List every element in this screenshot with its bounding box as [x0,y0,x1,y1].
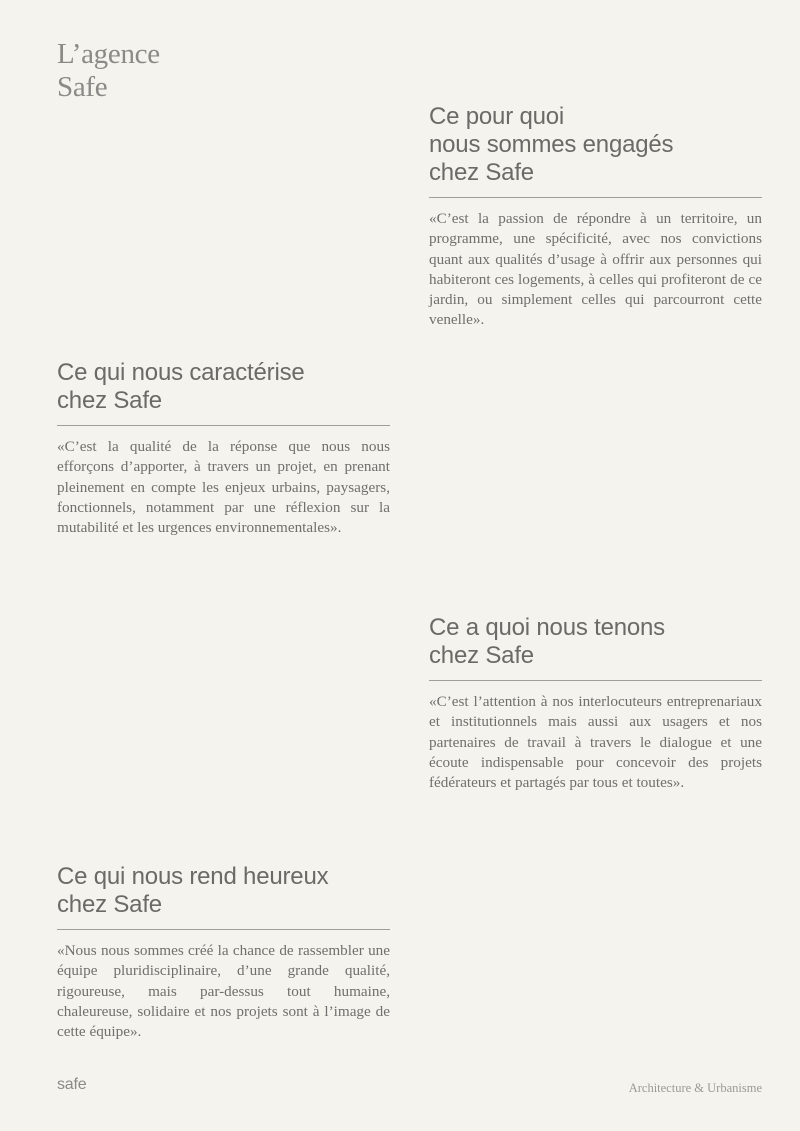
heading-line: chez Safe [57,387,162,414]
section-tenons [429,614,762,793]
heading-line: chez Safe [429,642,534,669]
section-quote: «Nous nous sommes créé la chance de rassembler une équipe pluridisciplinaire, d’une grande qualité, rigoureuse, mais par-dessus tout humaine, chaleureuse, solidaire et nos projets sont à l’image de cette équipe». [57,942,390,1041]
section-quote: «C’est la qualité de la réponse que nous nous efforçons d’apporter, à travers un projet, en prenant pleinement en compte les enjeux urbains, paysagers, fonctionnels, notamment par une réflexion sur la mutabilité et les urgences environnementales». [57,438,390,537]
section-engagement [429,103,762,331]
footer-tagline: Architecture & Urbanisme [628,1081,762,1095]
heading-line: Ce a quoi nous tenons [429,614,665,641]
section-heading [429,103,762,187]
heading-line: chez Safe [429,159,534,186]
agency-title-line1: L’agence [57,38,160,70]
footer-logo: safe [57,1076,87,1093]
section-divider [57,425,390,426]
section-heading [57,359,390,415]
heading-line: Ce qui nous caractérise [57,359,305,386]
section-heureux [57,863,390,1042]
section-divider [429,197,762,198]
agency-title [57,38,160,104]
section-divider [429,680,762,681]
heading-line: nous sommes engagés [429,131,674,158]
section-divider [57,929,390,930]
section-heading [57,863,390,919]
heading-line: chez Safe [57,891,162,918]
section-quote: «C’est l’attention à nos interlocuteurs entreprenariaux et institutionnels mais aussi aux usagers et nos partenaires de travail à travers le dialogue et une écoute indispensable pour concevoir des projets fédérateurs et partagés par tous et toutes». [429,693,762,792]
agency-title-line2: Safe [57,71,108,103]
section-quote: «C’est la passion de répondre à un territoire, un programme, une spécificité, avec nos convictions quant aux qualités d’usage à offrir aux personnes qui habiteront ces logements, à celles qui profiteront de ce jardin, ou simplement celles qui parcourront cette venelle». [429,210,762,329]
section-heading [429,614,762,670]
section-caracterise [57,359,390,538]
heading-line: Ce pour quoi [429,103,565,130]
heading-line: Ce qui nous rend heureux [57,863,329,890]
